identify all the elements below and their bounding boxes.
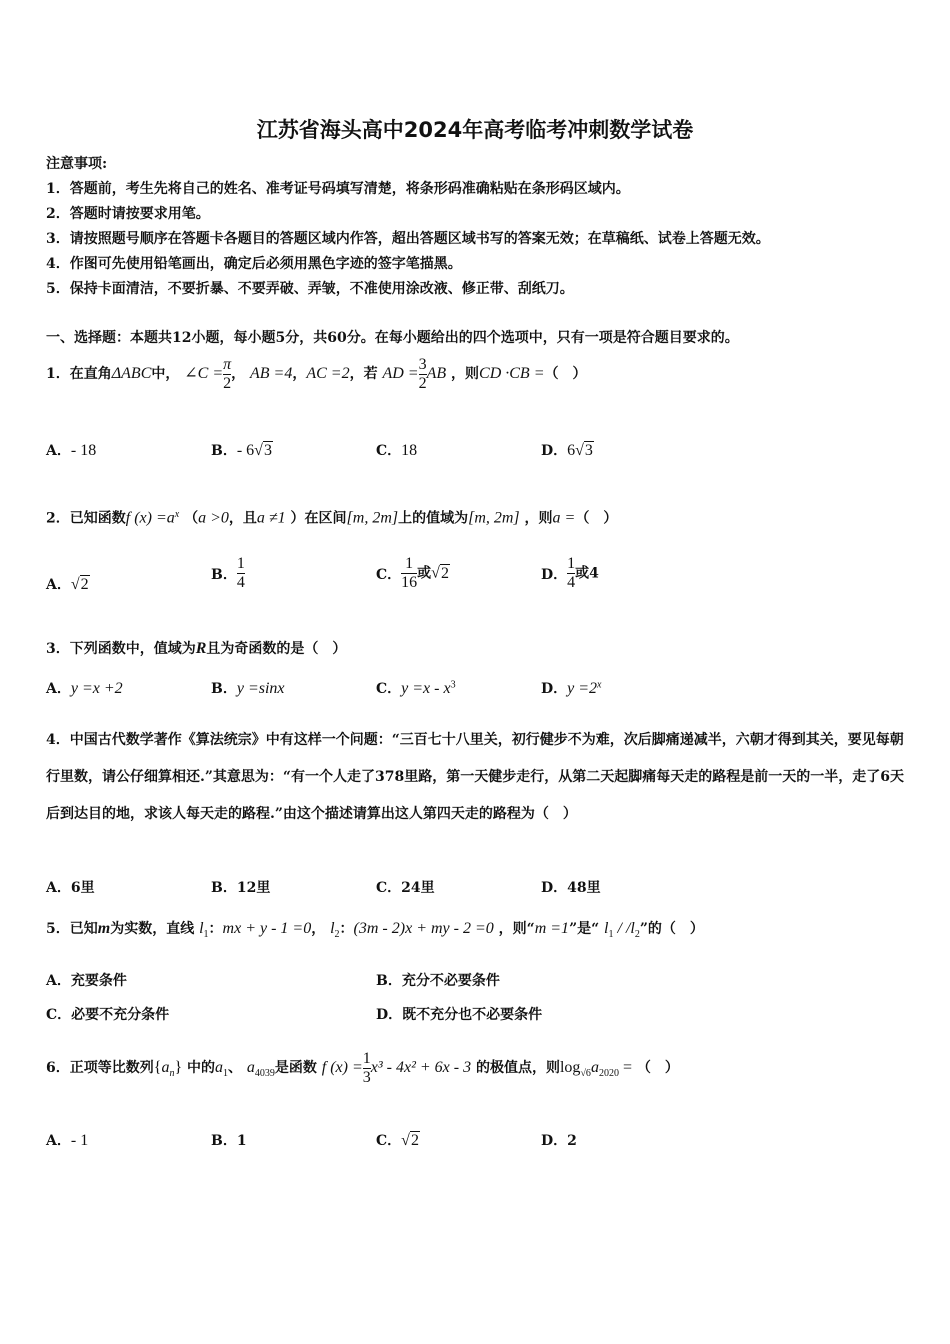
option-d[interactable]: D．既不充分也不必要条件: [376, 1007, 543, 1023]
option-b[interactable]: B． $\frac{1}{4}$: [211, 555, 245, 591]
option-d[interactable]: D． $\frac{1}{4}$ 或4: [541, 555, 599, 591]
option-c[interactable]: C．24里: [376, 880, 435, 896]
option-a[interactable]: A．y =x +2: [46, 680, 123, 697]
option-c[interactable]: C．18: [376, 442, 418, 459]
option-c[interactable]: C． $\frac{1}{16}$ 或√2: [376, 555, 449, 591]
notice-item: 5．保持卡面清洁，不要折暴、不要弄破、弄皱，不准使用涂改液、修正带、刮纸刀。: [46, 281, 574, 297]
option-b[interactable]: B．y =sinx: [211, 680, 285, 697]
notice-item: 4．作图可先使用铅笔画出，确定后必须用黑色字迹的签字笔描黑。: [46, 256, 462, 272]
option-a[interactable]: A．6里: [46, 880, 95, 896]
option-c[interactable]: C．√2: [376, 1132, 419, 1149]
option-d[interactable]: D．6√3: [541, 442, 593, 459]
option-b[interactable]: B．12里: [211, 880, 271, 896]
question-1: 1．在直角ΔABC中， ∠C = $\frac{\pi}{2}$ ， AB =4，AC =2，若 AD = $\frac{3}{2}$ AB ，则CD ·CB =（ ）: [46, 355, 587, 392]
question-2: 2．已知函数f $(x) =a^x$ （a >0，且a ≠1 ）在区间[m, 2m]上的值域为[m, 2m] ，则a =（ ）: [46, 509, 618, 527]
question-3: 3．下列函数中，值域为R且为奇函数的是（ ）: [46, 640, 347, 657]
option-a[interactable]: A．- 18: [46, 442, 97, 459]
notice-item: 1．答题前，考生先将自己的姓名、准考证号码填写清楚，将条形码准确粘贴在条形码区域内。: [46, 181, 630, 197]
question-6: 6．正项等比数列$\{a_n\}$ 中的$a_1$、 $a_{4039}$是函数 f (x) = $\frac{1}{3}$ x³ - 4x² + 6x - 3 的极值点，则$\log_{√6}a_{2020}$ = （ ）: [46, 1049, 679, 1086]
option-d[interactable]: D．$y =2^x$: [541, 679, 602, 697]
notice-item: 2．答题时请按要求用笔。: [46, 206, 210, 222]
option-b[interactable]: B．充分不必要条件: [376, 973, 500, 989]
page-title: 江苏省海头高中2024年高考临考冲刺数学试卷: [256, 118, 694, 142]
option-d[interactable]: D．2: [541, 1133, 577, 1149]
option-a[interactable]: A．√2: [46, 576, 89, 593]
option-d[interactable]: D．48里: [541, 880, 601, 896]
option-a[interactable]: A．- 1: [46, 1132, 89, 1149]
option-b[interactable]: B．- 6√3: [211, 442, 272, 459]
notice-heading: 注意事项:: [46, 156, 108, 172]
notice-item: 3．请按照题号顺序在答题卡各题目的答题区域内作答，超出答题区域书写的答案无效；在草稿纸、试卷上答题无效。: [46, 231, 770, 247]
option-a[interactable]: A．充要条件: [46, 973, 127, 989]
question-5: 5．已知m为实数，直线 $l_1$：mx + y - 1 =0， $l_2$：(3m - 2)x + my - 2 =0 ，则“m =1”是“ $l_1 / /l_2$”的（ ）: [46, 920, 704, 940]
section-heading: 一、选择题：本题共12小题，每小题5分，共60分。在每小题给出的四个选项中，只有一项是符合题目要求的。: [46, 330, 739, 346]
option-c[interactable]: C．必要不充分条件: [46, 1007, 170, 1023]
option-c[interactable]: C．$y =x - x^3$: [376, 679, 456, 697]
option-b[interactable]: B．1: [211, 1133, 247, 1149]
question-4: 4．中国古代数学著作《算法统宗》中有这样一个问题：“三百七十八里关，初行健步不为难，次后脚痛递减半，六朝才得到其关，要见每朝行里数，请公仔细算相还.”其意思为：“有一个人走了378里路，第一天健步走行，从第二天起脚痛每天走的路程是前一天的一半，走了6天后到达目的地，求该人每天走的路程.”由这个描述请算出这人第四天走的路程为（ ）: [46, 732, 904, 822]
